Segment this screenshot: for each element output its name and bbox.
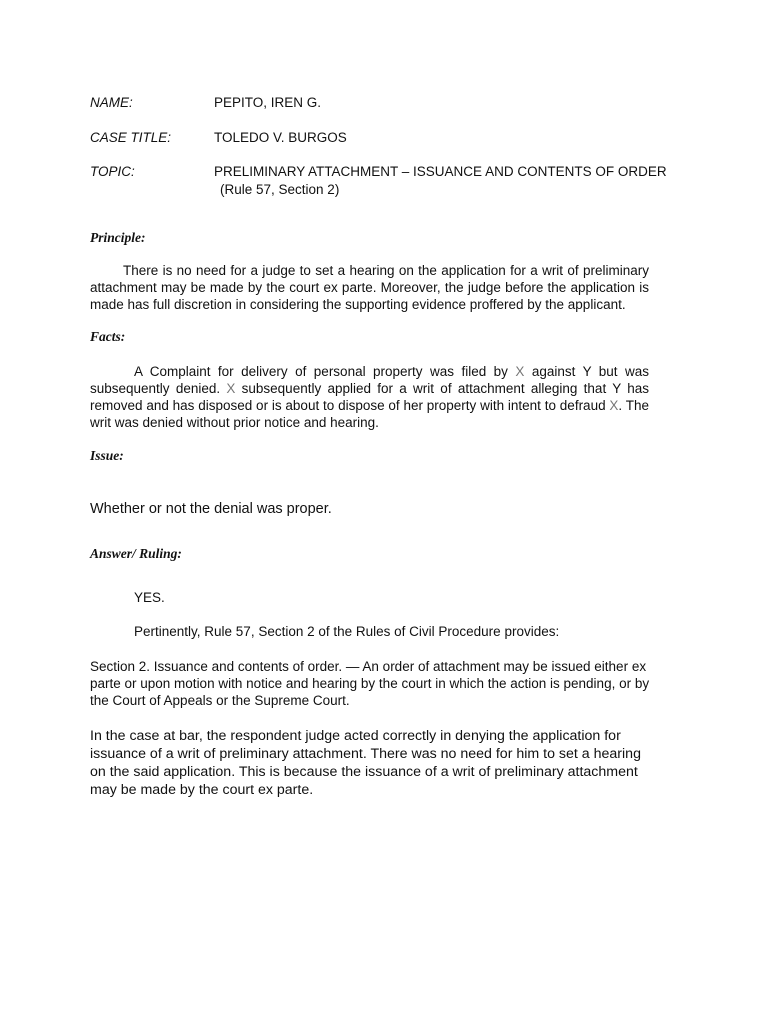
party-x-mention: X: [226, 381, 236, 396]
facts-text-part1: A Complaint for delivery of personal property was filed by: [134, 364, 516, 379]
principle-text: There is no need for a judge to set a hearing on the application for a writ of preliminary attachment may be made by the court ex parte. Moreover, the judge before the application is made has full discretion in considering the supporting evidence proffered by the applicant.: [90, 263, 649, 312]
facts-text-part2: against Y but was subsequently denied.: [90, 364, 649, 396]
principle-heading: Principle:: [90, 230, 146, 245]
case-title-value: TOLEDO V. BURGOS: [214, 130, 347, 145]
facts-text: [90, 363, 649, 431]
ruling-heading: Answer/ Ruling:: [90, 546, 182, 561]
issue-question: Whether or not the denial was proper.: [90, 501, 332, 517]
issue-heading: Issue:: [90, 448, 124, 463]
rule-section-text: Section 2. Issuance and contents of order. — An order of attachment may be issued either ex parte or upon motion with notice and hearing by the court in which the action is pending, or by the Court of Appeals or the Supreme Court.: [90, 659, 650, 708]
case-title-label: CASE TITLE:: [90, 130, 172, 145]
name-value: PEPITO, IREN G.: [214, 95, 322, 110]
topic-value-line1: PRELIMINARY ATTACHMENT – ISSUANCE AND CONTENTS OF ORDER: [214, 164, 667, 179]
ruling-answer: YES.: [134, 590, 165, 605]
ruling-conclusion: In the case at bar, the respondent judge acted correctly in denying the application for issuance of a writ of preliminary attachment. There was no need for him to set a hearing on the said application. This is because the issuance of a writ of preliminary attachment may be made by the court ex parte.: [90, 728, 641, 798]
name-label: NAME:: [90, 95, 133, 110]
ruling-intro: Pertinently, Rule 57, Section 2 of the Rules of Civil Procedure provides:: [134, 624, 560, 639]
party-x-mention: X: [609, 398, 619, 413]
facts-heading: Facts:: [90, 329, 126, 344]
facts-text-part4: . The writ was denied without prior notice and hearing.: [90, 398, 649, 430]
topic-value-line2: (Rule 57, Section 2): [220, 182, 340, 197]
topic-label: TOPIC:: [90, 164, 135, 179]
facts-text-part3: subsequently applied for a writ of attachment alleging that Y has removed and has disposed or is about to dispose of her property with intent to defraud: [90, 381, 649, 413]
party-x-mention: X: [515, 364, 525, 379]
